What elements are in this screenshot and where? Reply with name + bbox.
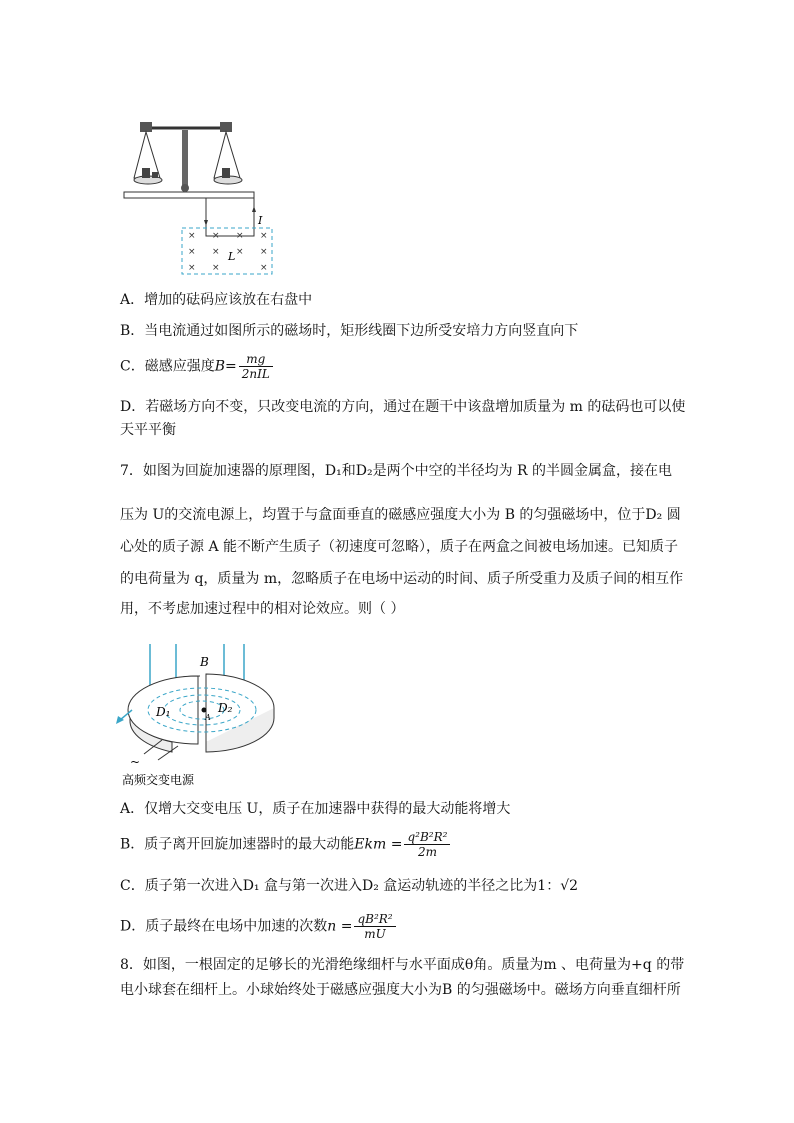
svg-text:×: × [212, 231, 220, 241]
fraction-ekm: $\frac{\text{q²B²R²}}{2m}$ [404, 830, 450, 859]
q7-option-c: C．质子第一次进入D₁ 盒与第一次进入D₂ 盒运动轨迹的半径之比为1：√2 [120, 878, 579, 894]
field-label: B [200, 655, 209, 669]
q7-stem-line3: 心处的质子源 A 能不断产生质子（初速度可忽略），质子在两盒之间被电场加速。已知质子 [120, 539, 679, 555]
current-label: I [258, 214, 263, 227]
svg-text:×: × [260, 247, 268, 257]
q7-stem-line4: 的电荷量为 q，质量为 m，忽略质子在电场中运动的时间、质子所受重力及质子间的相互作 [120, 571, 684, 587]
q6-option-a: A．增加的砝码应该放在右盘中 [120, 292, 313, 308]
q6-option-c: C．磁感应强度B= $\frac{mg}{\text{2nIL}}$ [120, 352, 275, 381]
fraction-n: $\frac{\text{qB²R²}}{mU}$ [354, 912, 395, 941]
q8-stem-line1: 8．如图，一根固定的足够长的光滑绝缘细杆与水平面成θ角。质量为m 、电荷量为+q 的带 [120, 957, 685, 973]
q7-option-d: D．质子最终在电场中加速的次数n = $\frac{\text{qB²R²}}{mU}$ [120, 912, 398, 941]
svg-text:×: × [212, 263, 220, 273]
svg-text:×: × [188, 231, 196, 241]
d2-label: D₂ [218, 701, 233, 715]
ac-symbol: ~ [130, 755, 141, 769]
figure-caption: 高频交变电源 [122, 773, 195, 787]
balance-figure [118, 108, 278, 278]
q7-option-a: A．仅增大交变电压 U，质子在加速器中获得的最大动能将增大 [120, 801, 511, 817]
q6-option-b: B．当电流通过如图所示的磁场时，矩形线圈下边所受安培力方向竖直向下 [120, 323, 579, 339]
svg-text:×: × [188, 247, 196, 257]
q6-option-d-line1: D．若磁场方向不变，只改变电流的方向，通过在题干中该盘增加质量为 m 的砝码也可以使 [120, 399, 686, 415]
q7-stem-line5: 用，不考虑加速过程中的相对论效应。则（ ） [120, 601, 405, 617]
svg-text:×: × [260, 263, 268, 273]
fraction-b: $\frac{mg}{\text{2nIL}}$ [239, 352, 273, 381]
svg-text:×: × [260, 231, 268, 241]
q7-option-b: B．质子离开回旋加速器时的最大动能Ekm = $\frac{\text{q²B²R²}}{2m}$ [120, 830, 452, 859]
svg-text:×: × [236, 247, 244, 257]
source-label: A [205, 713, 211, 722]
q7-stem-line2: 压为 U的交流电源上，均置于与盒面垂直的磁感应强度大小为 B 的匀强磁场中，位于D₂ 圆 [120, 507, 681, 523]
svg-text:×: × [212, 247, 220, 257]
svg-text:×: × [188, 263, 196, 273]
q6-option-d-line2: 天平平衡 [120, 422, 176, 438]
cyclotron-figure [112, 640, 282, 790]
svg-text:×: × [236, 231, 244, 241]
q8-stem-line2: 电小球套在细杆上。小球始终处于磁感应强度大小为B 的匀强磁场中。磁场方向垂直细杆所 [120, 982, 681, 998]
length-label: L [228, 250, 236, 263]
q7-stem-line1: 7．如图为回旋加速器的原理图，D₁和D₂是两个中空的半径均为 R 的半圆金属盒，接在电 [120, 463, 673, 479]
d1-label: D₁ [156, 705, 171, 719]
